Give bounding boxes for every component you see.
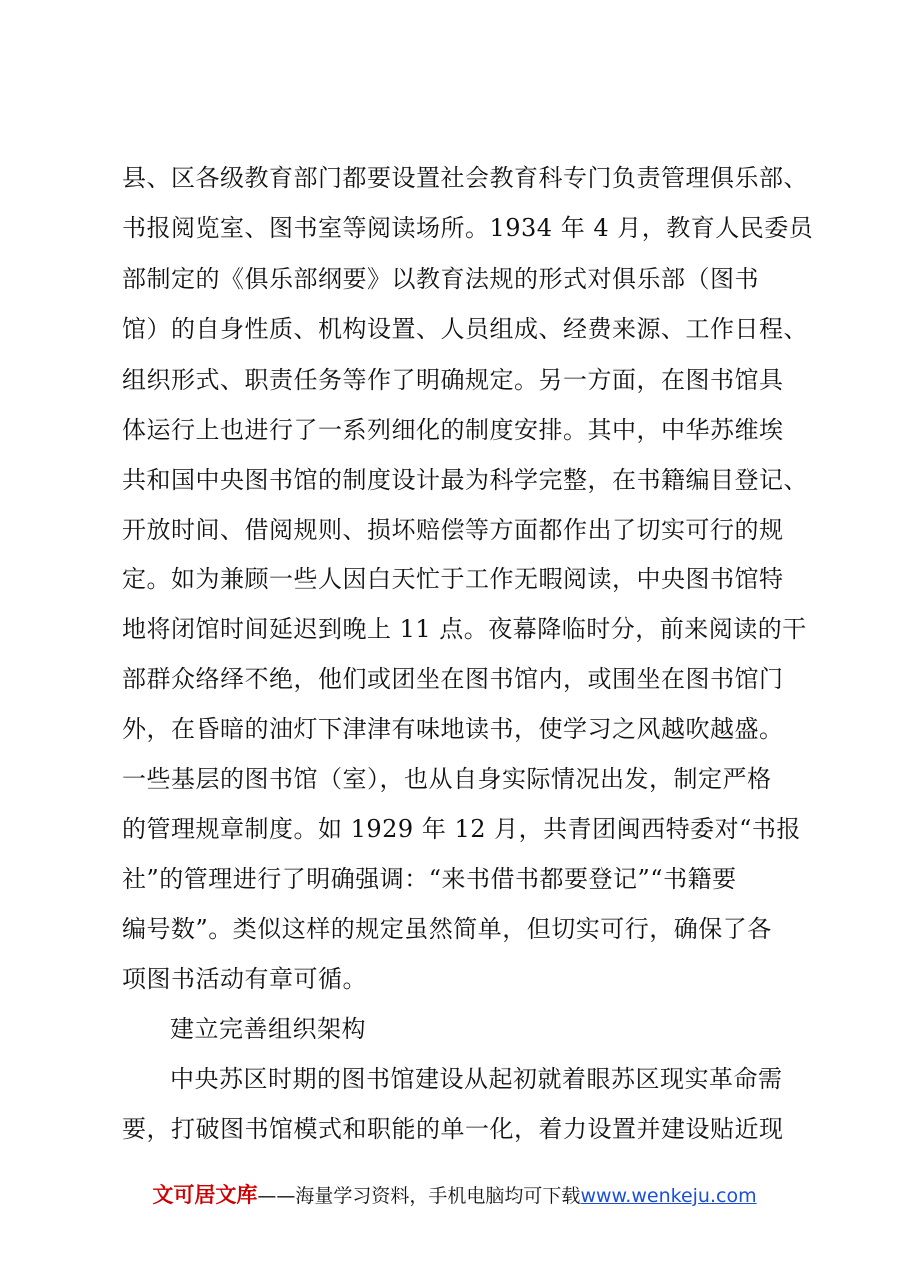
- text-line: 外，在昏暗的油灯下津津有味地读书，使学习之风越吹越盛。: [122, 715, 784, 743]
- text-line: 书报阅览室、图书室等阅读场所。1934 年 4 月，教育人民委员: [122, 214, 814, 242]
- footer-tagline: ——海量学习资料，手机电脑均可下载: [257, 1185, 581, 1207]
- text-line: 地将闭馆时间延迟到晚上 11 点。夜幕降临时分，前来阅读的干: [122, 615, 807, 643]
- text-line: 编号数”。类似这样的规定虽然简单，但切实可行，确保了各: [122, 915, 772, 943]
- text-line: 组织形式、职责任务等作了明确规定。另一方面，在图书馆具: [122, 366, 784, 394]
- text-line: 的管理规章制度。如 1929 年 12 月，共青团闽西特委对“书报: [122, 815, 801, 843]
- text-line: 开放时间、借阅规则、损坏赔偿等方面都作出了切实可行的规: [122, 516, 784, 544]
- footer-url-link[interactable]: www.wenkeju.com: [580, 1185, 757, 1207]
- text-line: 中央苏区时期的图书馆建设从起初就着眼苏区现实革命需: [170, 1065, 783, 1093]
- section-heading: 建立完善组织架构: [170, 1015, 366, 1043]
- text-line: 社”的管理进行了明确强调：“来书借书都要登记”“书籍要: [122, 865, 737, 893]
- text-line: 部群众络绎不绝，他们或团坐在图书馆内，或围坐在图书馆门: [122, 665, 784, 693]
- text-line: 要，打破图书馆模式和职能的单一化，着力设置并建设贴近现: [122, 1115, 784, 1143]
- text-line: 项图书活动有章可循。: [122, 965, 367, 993]
- text-line: 县、区各级教育部门都要设置社会教育科专门负责管理俱乐部、: [122, 164, 808, 192]
- text-line: 体运行上也进行了一系列细化的制度安排。其中，中华苏维埃: [122, 416, 784, 444]
- text-line: 部制定的《俱乐部纲要》以教育法规的形式对俱乐部（图书: [122, 265, 759, 293]
- text-line: 共和国中央图书馆的制度设计最为科学完整，在书籍编目登记、: [122, 466, 808, 494]
- text-line: 定。如为兼顾一些人因白天忙于工作无暇阅读，中央图书馆特: [122, 565, 784, 593]
- text-line: 一些基层的图书馆（室），也从自身实际情况出发，制定严格: [122, 765, 772, 793]
- footer-brand: 文可居文库: [152, 1183, 258, 1207]
- text-line: 馆）的自身性质、机构设置、人员组成、经费来源、工作日程、: [122, 315, 808, 343]
- footer-banner: [0, 1180, 909, 1211]
